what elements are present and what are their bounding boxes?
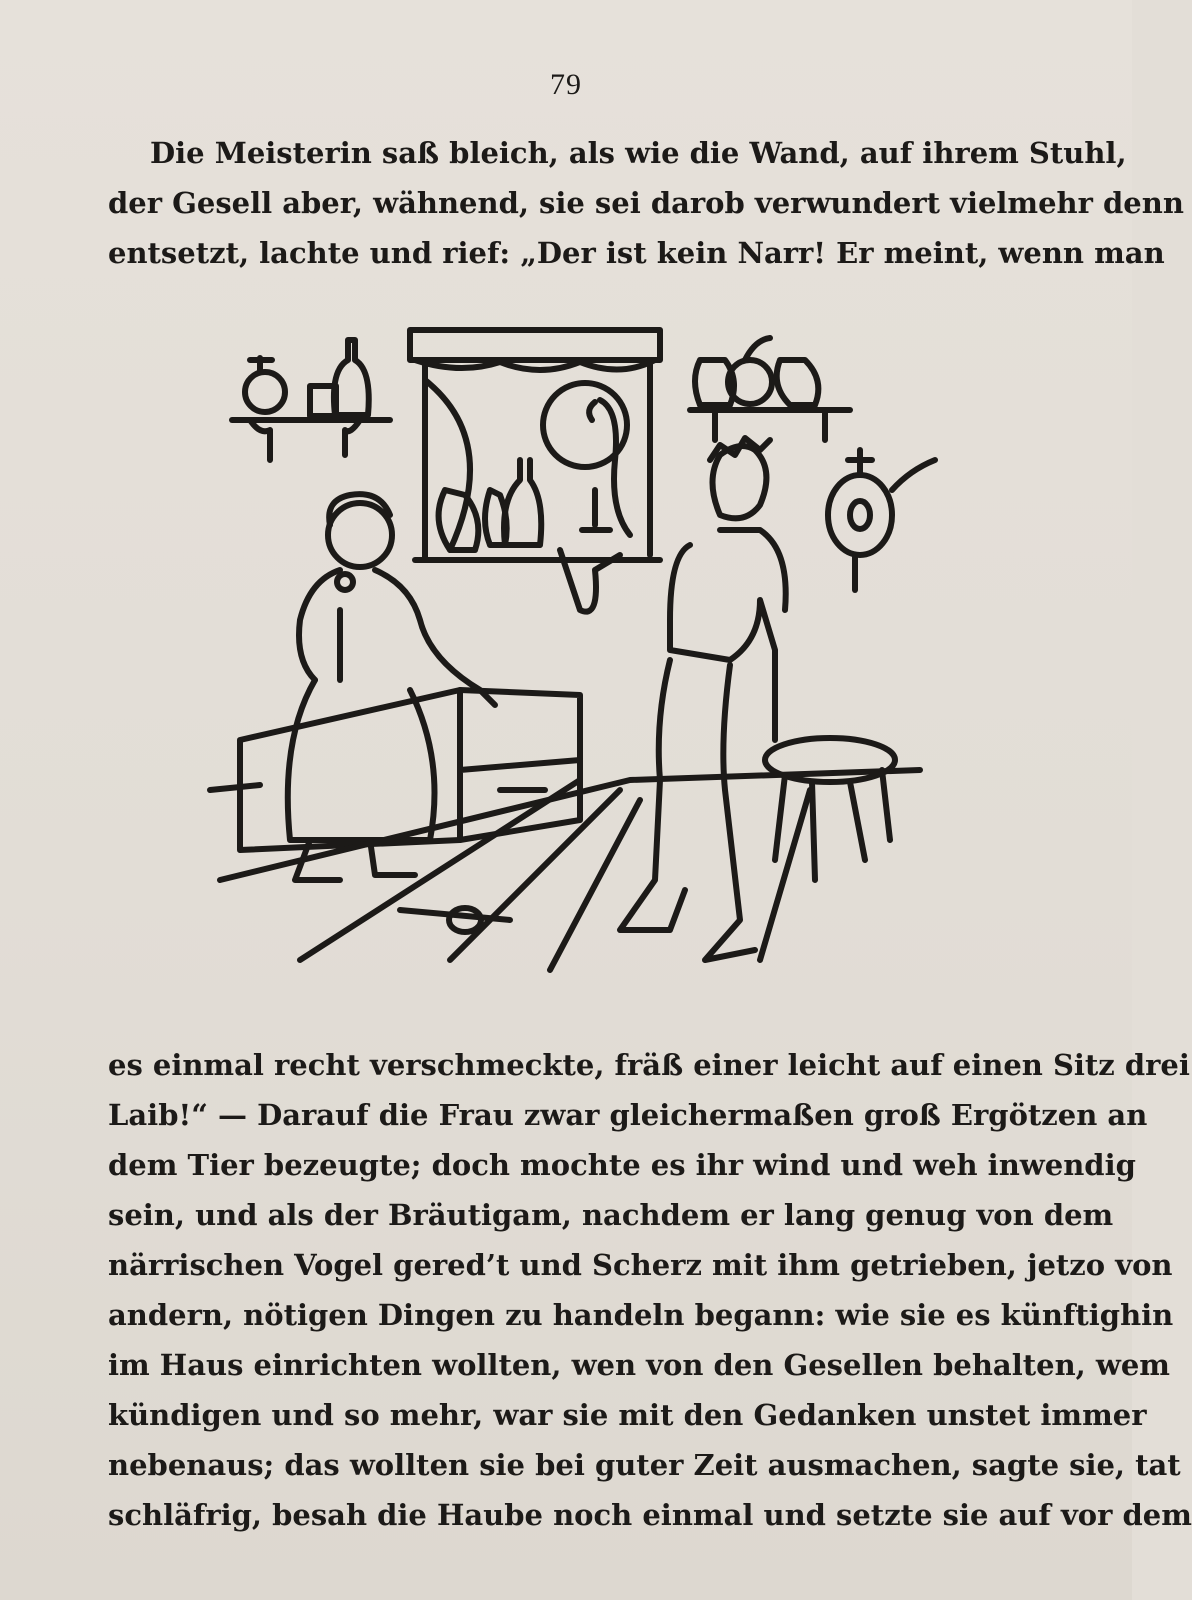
chest-icon (210, 690, 580, 850)
text-line: schläfrig, besah die Haube noch einmal und setzte sie auf vor dem (108, 1498, 1192, 1532)
text-line: andern, nötigen Dingen zu handeln begann: wie sie es künftighin (108, 1298, 1174, 1332)
text-line: dem Tier bezeugte; doch mochte es ihr wind und weh inwendig (108, 1148, 1136, 1182)
text-line: kündigen und so mehr, war sie mit den Gedanken unstet immer (108, 1398, 1147, 1432)
woodcut-illustration-icon (200, 320, 960, 1000)
man-figure-icon (620, 438, 786, 960)
right-shelf-icon (690, 338, 850, 440)
wall-plaque-icon (828, 450, 935, 590)
text-line: Die Meisterin saß bleich, als wie die Wand, auf ihrem Stuhl, (150, 136, 1127, 170)
text-line: närrischen Vogel gered’t und Scherz mit ihm getrieben, jetzo von (108, 1248, 1173, 1282)
text-line: sein, und als der Bräutigam, nachdem er lang genug von dem (108, 1198, 1114, 1232)
text-line: im Haus einrichten wollten, wen von den Gesellen behalten, wem (108, 1348, 1170, 1382)
left-shelf-icon (232, 340, 390, 460)
text-line: der Gesell aber, wähnend, sie sei darob verwundert vielmehr denn (108, 186, 1184, 220)
text-line: es einmal recht verschmeckte, fräß einer leicht auf einen Sitz drei (108, 1048, 1190, 1082)
window-icon (410, 330, 660, 612)
text-line: nebenaus; das wollten sie bei guter Zeit ausmachen, sagte sie, tat (108, 1448, 1181, 1482)
text-line: Laib!“ — Darauf die Frau zwar gleichermaßen groß Ergötzen an (108, 1098, 1148, 1132)
text-line: entsetzt, lachte und rief: „Der ist kein Narr! Er meint, wenn man (108, 236, 1165, 270)
stool-icon (765, 738, 895, 880)
bottom-paragraph (108, 1040, 1192, 1540)
top-paragraph (108, 128, 1184, 278)
page-number: 79 (550, 68, 582, 101)
